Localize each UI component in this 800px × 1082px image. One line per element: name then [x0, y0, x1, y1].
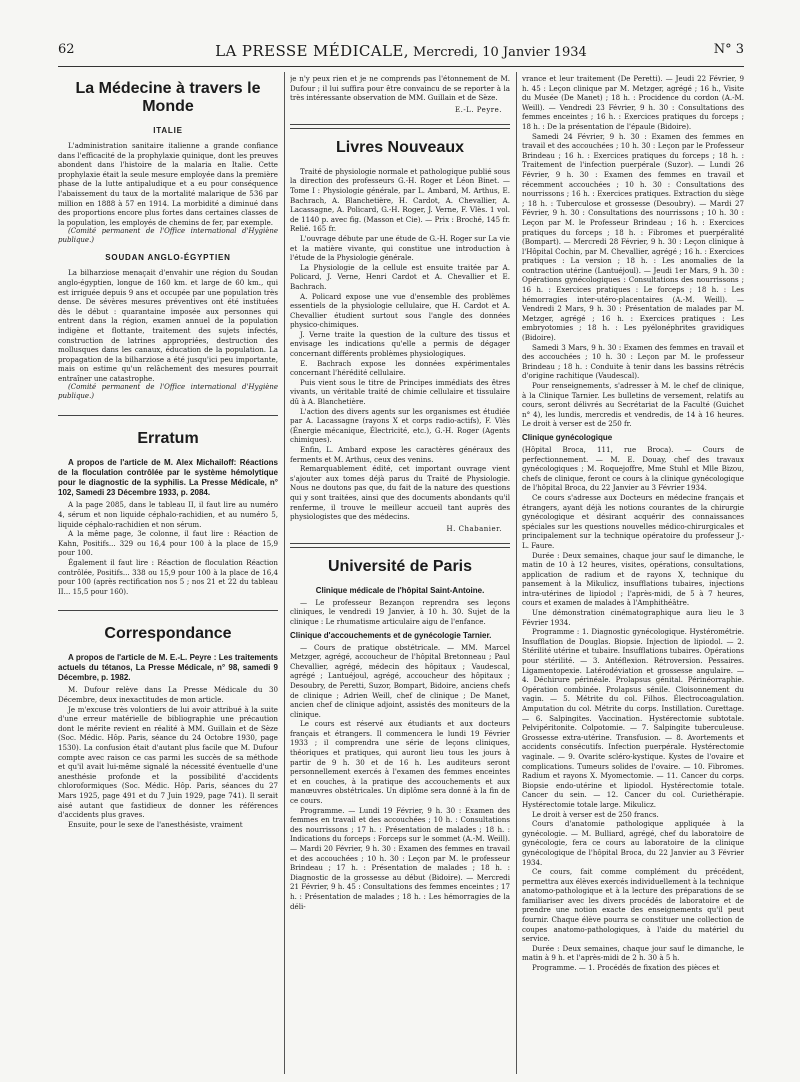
paragraph: A la page 2085, dans le tableau II, il faut lire au numéro 4, sérum et non liquide céphalo-rachidien, et au numéro 5, liquide céphalo-rachidien et non sérum.: [58, 500, 278, 529]
subheading-clinique-medicale: Clinique médicale de l'hôpital Saint-Antoine.: [315, 585, 485, 595]
paragraph: A. Policard expose une vue d'ensemble des problèmes essentiels de la physiologie cellulaire, que H. Cardot et A. Chevallier étudient surtout sous l'angle des données physico-chimiques.: [290, 291, 510, 330]
source-note: (Comité permanent de l'Office international d'Hygiène publique.): [58, 227, 278, 245]
section-divider: [290, 124, 510, 129]
page-number: 62: [58, 42, 75, 57]
paragraph: Ce cours, fait comme complément du précédent, permettra aux élèves exercés individuellement à la technique anatomo-pathologique et à la lecture des préparations de se familiariser avec les divers procédés de laboratoire et de prendre une notion exacte des enseignements qu'il peut fournir. Chaque élève pourra se constituer une collection de coupes anatomo-pathologiques, à l'aide du matériel du service.: [522, 867, 744, 944]
subheading-clinique-tarnier: Clinique d'accouchements et de gynécologie Tarnier.: [290, 630, 492, 640]
issue-number: N° 3: [713, 42, 744, 57]
correspondance-lead: A propos de l'article de M. E.-L. Peyre : Les traitements actuels du tétanos, La Presse Médicale, n° 98, samedi 9 Décembre, p. 1982.: [58, 653, 278, 683]
section-title-erratum: Erratum: [137, 430, 199, 448]
paragraph: Enfin, L. Ambard expose les caractères généraux des ferments et M. Arthus, ceux des venins.: [290, 445, 510, 464]
section-divider: [58, 610, 278, 611]
paragraph: L'administration sanitaire italienne a grande confiance dans l'efficacité de la prophylaxie quinique, dont les preuves abondent dans l'histoire de la malaria en Italie. Cette prophylaxie était la seule mesure employée dans la première phase de la lutte antipaludique et a eu pour conséquence l'abaissement du taux de la mortalité malarique de 536 par million en 1888 à 57 en 1914. La morbidité a diminué dans des proportions encore plus fortes dans certaines classes de la population, les employés de chemins de fer, par exemple.: [58, 141, 278, 227]
paragraph: Samedi 24 Février, 9 h. 30 : Examen des femmes en travail et des accouchées ; 10 h. 30 : Leçon par le Professeur Brindeau ; 16 h. : Exercices pratiques du forceps ; 18 h. : Traitement de l'infection puerpérale (Suzor). — Lundi 26 Février, 9 h. 30 : Examen des femmes en travail et récemment accouchées ; 10 h. 30 : Consultations des nourrissons ; 16 h. : Exercices pratiques. Extraction du siège ; 18 h. : Tuberculose et grossesse (Desoubry). — Mardi 27 Février, 9 h. 30 : Consultations des nourrissons ; 10 h. 30 : Leçon par M. le Professeur Brindeau ; 16 h. : Exercices pratiques du forceps ; 18 h. : Fibromes et puerpéralité (Bompart). — Mercredi 28 Février, 9 h. 30 : Leçon clinique à l'Hôpital Cochin, par M. Chevallier, agrégé ; 16 h. : Exercices pratiques : La version ; 18 h. : Les anomalies de la contraction utérine (Lantuéjoul). — Jeudi 1er Mars, 9 h. 30 : Opérations gynécologiques : Consultations des nourrissons ; 16 h. : Exercices pratiques : Le forceps ; 18 h. : Les hémorragies inter-utéro-placentaires (A.-M. Weill). — Vendredi 2 Mars, 9 h. 30 : Présentation de malades par M. Metzger, agrégé ; 16 h. : Exercices pratiques : Les embryotomies ; 18 h. : Les pyélonéphrites gravidiques (Bidoire).: [522, 131, 744, 343]
masthead: [58, 42, 744, 60]
source-note: (Comité permanent de l'Office international d'Hygiène publique.): [58, 383, 278, 401]
section-divider: [290, 543, 510, 548]
erratum-lead: A propos de l'article de M. Alex Michailoff: Réactions de la floculation contrôlée par le système hémolytique pour le diagnostic de la syphilis. La Presse Médicale, n° 102, Samedi 23 Décembre 1933, p. 2084.: [58, 458, 278, 498]
paragraph: Programme : 1. Diagnostic gynécologique. Hystérométrie. Insufflation de Douglas. Biopsie. Injection de lipiodol. — 2. Stérilité utérine et tubaire. Insufflations tubaires. Opérations pour stérilité. — 3. Antéflexion. Rétroversion. Pessaires. Ligamentopexie. Latérodéviation et grossesse angulaire. — 4. Déchirure périnéale. Prolapsus génital. Périnéorraphie. Opération combinée. Prolapsus sénile. Cloisonnement du vagin. — 5. Métrite du col. Filhos. Électrocoagulation. Amputation du col. Métrite du corps. Instillation. Curettage. — 6. Salpingites. Vaccination. Hystérectomie subtotale. Pelvipéritonite. Colpotomie. — 7. Salpingite tuberculeuse. Grossesse extra-utérine. Transfusion. — 8. Avortements et accidents consécutifs. Infection puerpérale. Hystérectomie vaginale. — 9. Ovarite scléro-kystique. Kystes de l'ovaire et complications. Tumeurs solides de l'ovaire. — 10. Fibromes. Radium et rayons X. Myomectomie. — 11. Cancer du corps. Biopsie endo-utérine et lipiodol. Hystérectomie totale. Cancer du sein. — 12. Cancer du col. Curiethérapie. Hystérectomie totale large. Mikulicz.: [522, 627, 744, 809]
column-divider: [516, 72, 517, 1074]
paragraph: Je m'excuse très volontiers de lui avoir attribué à la suite d'une erreur matérielle de bibliographie une précaution dont le mérite revient en réalité à MM. Guillain et de Sèze (Soc. Médic. Hôp. Paris, séance du 24 Octobre 1930, page 1530). La confusion était d'autant plus facile que M. Dufour compte avec raison ce cas parmi les succès de sa méthode et qu'il avait lui-même signalé la nécessité éventuelle d'une anesthésie profonde et la possibilité d'accidents chloroformiques (Soc. Médic. Hôp. Paris, séances du 27 Mars 1925, page 491 et du 7 Juin 1929, page 741). Il serait aisé autant que fastidieux de donner les références d'accidents plus graves.: [58, 704, 278, 820]
paragraph: Pour renseignements, s'adresser à M. le chef de clinique, à la Clinique Tarnier. Les bulletins de versement, relatifs au cours, seront délivrés au Secrétariat de la Faculté (Guichet n° 4), les lundis, mercredis et vendredis, de 14 à 16 heures. Le droit à verser est de 250 fr.: [522, 381, 744, 429]
section-divider: [58, 415, 278, 416]
issue-date: Mercredi, 10 Janvier 1934: [413, 45, 587, 60]
paragraph: Samedi 3 Mars, 9 h. 30 : Examen des femmes en travail et des accouchées ; 10 h. 30 : Leçon par M. le professeur Brindeau ; 18 h. : Conduite à tenir dans les bassins rétrécis d'origine rachitique (Vaudescal).: [522, 342, 744, 381]
section-title-livres: Livres Nouveaux: [335, 138, 465, 156]
paragraph: Durée : Deux semaines, chaque jour sauf le dimanche, le matin de 10 à 12 heures, visites, opérations, consultations, application de radium et de rayons X, technique du pansement à la Mikulicz, insufflations tubaires, injections intra-utérines de lipiodol ; l'après-midi, de 5 à 7 heures, cours et examen de malades à l'Amphithéâtre.: [522, 550, 744, 608]
paragraph: Programme. — Lundi 19 Février, 9 h. 30 : Examen des femmes en travail et des accouchées ; 10 h. : Consultations des nourrissons ; 17 h. : Présentation de malades ; 18 h. : Indications du forceps : Forceps sur le sommet (A.-M. Weill). — Mardi 20 Février, 9 h. 30 : Examen des femmes en travail et des accouchées ; 10 h. 30 : Leçon par M. le professeur Brindeau ; 17 h. : Présentation de malades ; 18 h. : Diagnostic de la grossesse au début (Bidoire). — Mercredi 21 Février, 9 h. 45 : Consultations des femmes enceintes ; 17 h. : Présentation de malades ; 18 h. : Les hémorragies de la déli-: [290, 805, 510, 911]
section-title-universite: Université de Paris: [327, 557, 473, 575]
subheading-soudan: SOUDAN ANGLO-ÉGYPTIEN: [105, 253, 231, 263]
journal-title: LA PRESSE MÉDICALE,: [215, 42, 409, 60]
paragraph: J. Verne traite la question de la culture des tissus et envisage les indications qu'elle a permis de dégager concernant différents problèmes physiologiques.: [290, 329, 510, 359]
paragraph: Programme. — 1. Procédés de fixation des pièces et: [532, 963, 720, 973]
subheading-clinique-gynecologique: Clinique gynécologique: [522, 432, 613, 442]
column-1: [58, 74, 278, 1074]
paragraph: Le droit à verser est de 250 francs.: [532, 809, 659, 819]
paragraph: vrance et leur traitement (De Peretti). — Jeudi 22 Février, 9 h. 45 : Leçon clinique par M. Metzger, agrégé ; 16 h., Visite du Musée (De Manet) ; 18 h. : Procidence du cordon (A.-M. Weill). — Vendredi 23 Février, 9 h. 30 : Consultations des femmes enceintes ; 16 h. : Exercices pratiques du forceps ; 18 h. : De la présentation de l'épaule (Bidoire).: [522, 74, 744, 131]
page-header: [58, 42, 744, 64]
paragraph: La bilharziose menaçait d'envahir une région du Soudan anglo-égyptien, longue de 160 km. et large de 60 km., qui est irriguée depuis 9 ans et occupée par une population très dense. De sévères mesures préventives ont été instituées dès le début : quarantaine imposée aux personnes qui entrent dans la région, examen annuel de la population indigène et flottante, traitement des sujets infectés, construction de latrines appropriées, destruction des mollusques dans les canaux, éducation de la population. La propagation de la bilharziose a été jusqu'ici peu importante, mais on estime qu'un relâchement des mesures pourrait entraîner une catastrophe.: [58, 268, 278, 383]
paragraph: je n'y peux rien et je ne comprends pas l'étonnement de M. Dufour ; il lui suffira pour être convaincu de se reporter à la très intéressante observation de MM. Guillain et de Sèze.: [290, 74, 510, 103]
signature: E.-L. Peyre.: [454, 105, 502, 114]
paragraph: Ensuite, pour le sexe de l'anesthésiste, vraiment: [68, 819, 243, 829]
paragraph: Ce cours s'adresse aux Docteurs en médecine français et étrangers, ayant déjà les notions courantes de la chirurgie gynécologique et désirant acquérir des connaissances spéciales sur les questions nouvelles médico-chirurgicales et principalement sur la technique opératoire du professeur J.-L. Faure.: [522, 492, 744, 550]
section-title-medecine: La Médecine à travers le Monde: [75, 80, 261, 115]
paragraph: Remarquablement édité, cet important ouvrage vient s'ajouter aux tomes déjà parus du Traité de Physiologie. Nous ne doutons pas que, du fait de la nature des questions qui y sont traitées, ainsi que des documents abondants qu'il renferme, il trouve le meilleur accueil tant auprès des physiologistes que des médecins.: [290, 464, 510, 522]
book-reference: Traité de physiologie normale et pathologique publié sous la direction des professeurs G.-H. Roger et Léon Binet. — Tome I : Physiologie générale, par L. Ambard, M. Arthus, E. Bachrach, A. Blanchetière, H. Cardot, A. Chevallier, A. Lacassagne, A. Policard, G.-H. Roger, J. Verne, F. Vlès. 1 vol. de 1140 p. avec fig. (Masson et Cie). — Prix : Broché, 145 fr. Relié. 165 fr.: [290, 166, 510, 234]
section-title-correspondance: Correspondance: [104, 625, 232, 643]
signature: H. Chabanier.: [446, 524, 502, 533]
paragraph: Le cours est réservé aux étudiants et aux docteurs français et étrangers. Il commencera le lundi 19 Février 1933 ; il comprendra une série de leçons cliniques, théoriques et pratiques, qui auront lieu tous les jours à partir de 9 h. 30 et de 16 h. Les auditeurs seront personnellement exercés à l'examen des femmes enceintes et en couches, à la pratique des accouchements et aux manœuvres obstétricales. Un diplôme sera donné à la fin de ce cours.: [290, 719, 510, 806]
column-divider: [284, 72, 285, 1074]
column-3: [522, 74, 744, 1074]
paragraph: La Physiologie de la cellule est ensuite traitée par A. Policard, J. Verne, Henri Cardot et A. Chevallier et E. Bachrach.: [290, 262, 510, 291]
paragraph: Cours d'anatomie pathologique appliquée à la gynécologie. — M. Bulliard, agrégé, chef du laboratoire de gynécologie, fera ce cours au laboratoire de la clinique gynécologique de l'hôpital Broca, du 22 Janvier au 3 Février 1934.: [522, 819, 744, 867]
paragraph: — Cours de pratique obstétricale. — MM. Marcel Metzger, agrégé, accoucheur de l'hôpital Bretonneau ; Paul Chevallier, agrégé, médecin des hôpitaux ; Vaudescal, agrégé ; Lantuéjoul, agrégé, accoucheur des hôpitaux ; Desoubry, de Peretti, Suzor, Bompart, Bidoire, anciens chefs de clinique ; Adrien Weill, chef de clinique ; De Manet, ancien chef de clinique adjoint, assistés des moniteurs de la clinique.: [290, 642, 510, 719]
paragraph: L'ouvrage débute par une étude de G.-H. Roger sur La vie et la matière vivante, qui constitue une introduction à l'étude de la Physiologie générale.: [290, 233, 510, 263]
subheading-italie: ITALIE: [153, 126, 183, 135]
paragraph: Durée : Deux semaines, chaque jour sauf le dimanche, le matin à 9 h. et l'après-midi de 2 h. 30 à 5 h.: [522, 943, 744, 963]
paragraph: Également il faut lire : Réaction de floculation Réaction contrôlée, Positifs... 338 ou 15,9 pour 100 à la place de 16,4 pour 100 (après rectification nos 5 ; nos 21 et 22 du tableau II... 15,5 pour 160).: [58, 558, 278, 596]
paragraph: A la même page, 3e colonne, il faut lire : Réaction de Kahn, Positifs... 329 ou 16,4 pour 100 à la place de 15,9 pour 100.: [58, 529, 278, 558]
paragraph: Une démonstration cinématographique aura lieu le 3 Février 1934.: [522, 608, 744, 627]
paragraph: L'action des divers agents sur les organismes est étudiée par A. Lacassagne (rayons X et corps radio-actifs), F. Vlès (Énergie mécanique, Électricité, etc.), G.-H. Roger (Agents chimiques).: [290, 406, 510, 445]
paragraph: M. Dufour relève dans La Presse Médicale du 30 Décembre, deux inexactitudes de mon article.: [58, 685, 278, 704]
paragraph: — Le professeur Bezançon reprendra ses leçons cliniques, le vendredi 19 Janvier, à 10 h. 30. Sujet de la clinique : Le rhumatisme articulaire aigu de l'enfance.: [290, 597, 510, 626]
header-rule: [58, 66, 744, 67]
column-2: [290, 74, 510, 1074]
paragraph: (Hôpital Broca, 111, rue Broca). — Cours de perfectionnement. — M. E. Douay, chef des travaux gynécologiques ; M. Roquejoffre, Mme Stuhl et Mlle Bizou, chefs de clinique, feront ce cours à la clinique gynécologique de l'hôpital Broca, du 22 Janvier au 3 Février 1934.: [522, 444, 744, 493]
paragraph: Puis vient sous le titre de Principes immédiats des êtres vivants, un véritable traité de chimie cellulaire et tissulaire dû à A. Blanchetière.: [290, 377, 510, 407]
paragraph: E. Bachrach expose les données expérimentales concernant l'hérédité cellulaire.: [290, 358, 510, 378]
